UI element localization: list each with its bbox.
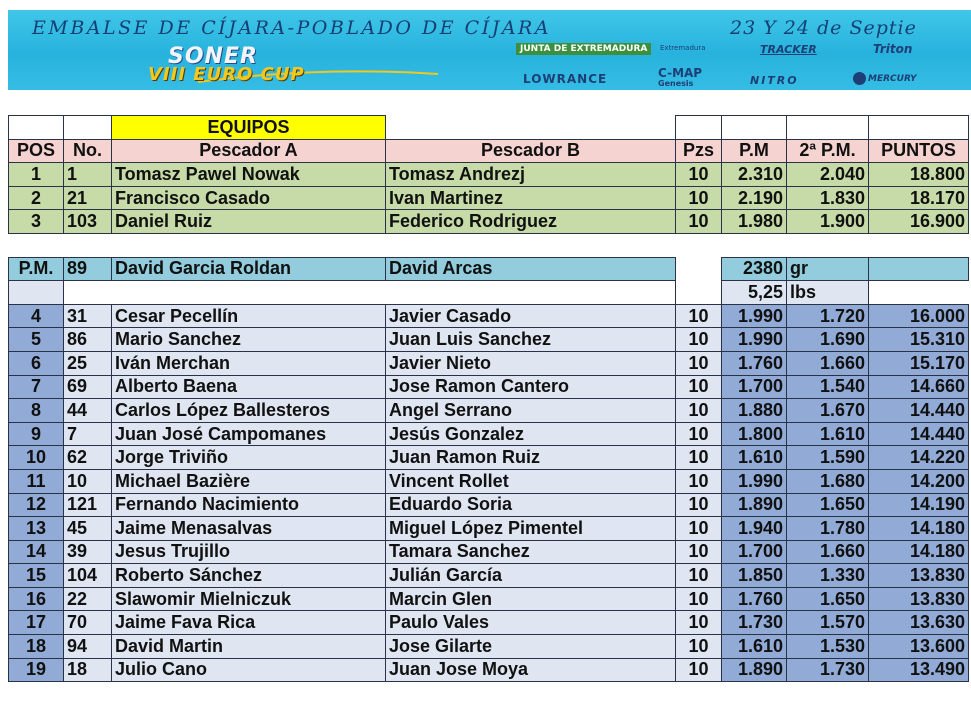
cell-pescador-b: Jose Ramon Cantero xyxy=(386,375,676,399)
pm-pescador-b: David Arcas xyxy=(386,257,676,281)
cell-puntos: 15.170 xyxy=(869,351,969,375)
cell-pm: 1.730 xyxy=(722,611,787,635)
cell-no: 31 xyxy=(64,304,112,328)
cell-pos: 10 xyxy=(9,446,64,470)
cell-pm: 1.890 xyxy=(722,493,787,517)
equipos-header: EQUIPOS xyxy=(112,116,386,140)
table-row xyxy=(9,304,969,328)
cell-pzs: 10 xyxy=(676,351,722,375)
pieza-mayor-row xyxy=(9,257,969,281)
cell-pm: 2.310 xyxy=(722,163,787,187)
cell-pzs: 10 xyxy=(676,375,722,399)
cell-pos: 1 xyxy=(9,163,64,187)
cell-pescador-b: Jesús Gonzalez xyxy=(386,422,676,446)
table-row xyxy=(9,540,969,564)
cell-no: 103 xyxy=(64,210,112,234)
table-row xyxy=(9,328,969,352)
cell-2pm: 1.680 xyxy=(787,469,869,493)
cell-puntos: 16.000 xyxy=(869,304,969,328)
pm-grams-unit: gr xyxy=(787,257,869,281)
cell-pos: 4 xyxy=(9,304,64,328)
cell-puntos: 13.830 xyxy=(869,587,969,611)
column-header-row xyxy=(9,139,969,163)
cell-pzs: 10 xyxy=(676,304,722,328)
cell-pzs: 10 xyxy=(676,611,722,635)
cell-puntos: 14.200 xyxy=(869,469,969,493)
cell-no: 1 xyxy=(64,163,112,187)
cell-pm: 1.990 xyxy=(722,328,787,352)
header-pescador-a: Pescador A xyxy=(112,139,386,163)
cell-pos: 9 xyxy=(9,422,64,446)
cell-2pm: 1.650 xyxy=(787,493,869,517)
cell-2pm: 1.830 xyxy=(787,186,869,210)
cell-pescador-b: Miguel López Pimentel xyxy=(386,517,676,541)
spacer-cell xyxy=(787,233,869,257)
pm-gap xyxy=(676,257,722,281)
header-pos: POS xyxy=(9,139,64,163)
cell-puntos: 18.800 xyxy=(869,163,969,187)
cell-2pm: 1.720 xyxy=(787,304,869,328)
cell-pzs: 10 xyxy=(676,540,722,564)
banner-dates: 23 Y 24 de Septie xyxy=(730,17,917,39)
table-row xyxy=(9,493,969,517)
cell-pescador-b: Juan Ramon Ruiz xyxy=(386,446,676,470)
cell-pescador-a: Roberto Sánchez xyxy=(112,564,386,588)
lbs-blank xyxy=(9,281,64,305)
spacer-cell xyxy=(9,233,64,257)
cell-2pm: 1.660 xyxy=(787,540,869,564)
table-row xyxy=(9,658,969,682)
table-row xyxy=(9,469,969,493)
logo-event: VIII EURO CUP xyxy=(148,64,305,85)
cell-pescador-a: Cesar Pecellín xyxy=(112,304,386,328)
pm-lbs-row xyxy=(9,281,969,305)
table-row xyxy=(9,517,969,541)
cell-puntos: 14.190 xyxy=(869,493,969,517)
cell-pos: 8 xyxy=(9,399,64,423)
cell-pzs: 10 xyxy=(676,564,722,588)
pm-lbs-unit: lbs xyxy=(787,281,869,305)
cell-puntos: 14.180 xyxy=(869,540,969,564)
cell-no: 69 xyxy=(64,375,112,399)
cell-no: 10 xyxy=(64,469,112,493)
pm-empty xyxy=(869,257,969,281)
header-puntos: PUNTOS xyxy=(869,139,969,163)
cell-pescador-a: Mario Sanchez xyxy=(112,328,386,352)
cell-pm: 1.850 xyxy=(722,564,787,588)
cell-no: 62 xyxy=(64,446,112,470)
table-row xyxy=(9,611,969,635)
cell-pos: 14 xyxy=(9,540,64,564)
sponsor-nitro-logo: NITRO xyxy=(750,74,799,87)
cell-pescador-a: Alberto Baena xyxy=(112,375,386,399)
lbs-gap xyxy=(869,281,969,305)
cell-pos: 7 xyxy=(9,375,64,399)
cell-puntos: 14.440 xyxy=(869,422,969,446)
banner-title: EMBALSE DE CÍJARA-POBLADO DE CÍJARA xyxy=(32,17,552,39)
sponsor-tracker-logo: TRACKER xyxy=(760,43,817,56)
sponsor-lowrance-logo: LOWRANCE xyxy=(523,72,608,86)
cell-no: 25 xyxy=(64,351,112,375)
cell-no: 22 xyxy=(64,587,112,611)
event-banner xyxy=(8,10,971,90)
spacer-cell xyxy=(112,233,386,257)
pm-grams: 2380 xyxy=(722,257,787,281)
cell-no: 44 xyxy=(64,399,112,423)
cell-pescador-a: Iván Merchan xyxy=(112,351,386,375)
cell-pescador-b: Javier Nieto xyxy=(386,351,676,375)
cell-puntos: 14.180 xyxy=(869,517,969,541)
lbs-gap xyxy=(676,281,722,305)
pm-label: P.M. xyxy=(9,257,64,281)
cell-2pm: 1.730 xyxy=(787,658,869,682)
spacer-cell xyxy=(722,233,787,257)
cell-pm: 1.610 xyxy=(722,635,787,659)
cell-pm: 1.760 xyxy=(722,587,787,611)
cell-pzs: 10 xyxy=(676,422,722,446)
table-row xyxy=(9,587,969,611)
cell-pescador-b: Ivan Martinez xyxy=(386,186,676,210)
table-row xyxy=(9,399,969,423)
cell-pescador-b: Eduardo Soria xyxy=(386,493,676,517)
cell-pescador-b: Tamara Sanchez xyxy=(386,540,676,564)
cell-2pm: 1.780 xyxy=(787,517,869,541)
header-pm: P.M xyxy=(722,139,787,163)
cell-puntos: 13.630 xyxy=(869,611,969,635)
table-row xyxy=(9,351,969,375)
cell-pos: 17 xyxy=(9,611,64,635)
cell-puntos: 14.220 xyxy=(869,446,969,470)
cell-no: 104 xyxy=(64,564,112,588)
cell-pescador-a: Jaime Fava Rica xyxy=(112,611,386,635)
cell-pescador-a: Fernando Nacimiento xyxy=(112,493,386,517)
cell-puntos: 14.440 xyxy=(869,399,969,423)
cell-puntos: 18.170 xyxy=(869,186,969,210)
cell-pos: 19 xyxy=(9,658,64,682)
cell-2pm: 1.570 xyxy=(787,611,869,635)
header-pescador-b: Pescador B xyxy=(386,139,676,163)
cell-pescador-b: Angel Serrano xyxy=(386,399,676,423)
cell-pzs: 10 xyxy=(676,163,722,187)
table-row xyxy=(9,210,969,234)
cell-pescador-a: Jaime Menasalvas xyxy=(112,517,386,541)
table-row xyxy=(9,446,969,470)
cell-pescador-a: Julio Cano xyxy=(112,658,386,682)
cell-pm: 1.700 xyxy=(722,375,787,399)
cell-pescador-a: Jorge Triviño xyxy=(112,446,386,470)
cell-pescador-a: Daniel Ruiz xyxy=(112,210,386,234)
cell-pescador-a: Michael Bazière xyxy=(112,469,386,493)
cell-no: 7 xyxy=(64,422,112,446)
cell-no: 86 xyxy=(64,328,112,352)
cell-2pm: 1.530 xyxy=(787,635,869,659)
table-row xyxy=(9,163,969,187)
cell-pzs: 10 xyxy=(676,446,722,470)
sponsor-triton-logo: Triton xyxy=(873,42,913,56)
cell-no: 45 xyxy=(64,517,112,541)
lbs-blank xyxy=(64,281,676,305)
cell-2pm: 1.650 xyxy=(787,587,869,611)
cell-2pm: 1.540 xyxy=(787,375,869,399)
cell-pescador-a: Tomasz Pawel Nowak xyxy=(112,163,386,187)
table-row xyxy=(9,422,969,446)
spacer-cell xyxy=(64,233,112,257)
cell-pzs: 10 xyxy=(676,210,722,234)
cell-pescador-b: Juan Jose Moya xyxy=(386,658,676,682)
sponsor-extremadura-logo: Extremadura xyxy=(660,44,706,52)
cell-pescador-b: Juan Luis Sanchez xyxy=(386,328,676,352)
table-row xyxy=(9,186,969,210)
cell-no: 70 xyxy=(64,611,112,635)
cell-puntos: 13.490 xyxy=(869,658,969,682)
header-no: No. xyxy=(64,139,112,163)
sponsor-mercury-logo: MERCURY xyxy=(868,74,917,84)
cell-pos: 15 xyxy=(9,564,64,588)
cell-pescador-a: Carlos López Ballesteros xyxy=(112,399,386,423)
logo-brand: SONER xyxy=(168,44,258,69)
pm-pescador-a: David Garcia Roldan xyxy=(112,257,386,281)
cell-pos: 3 xyxy=(9,210,64,234)
cell-pos: 2 xyxy=(9,186,64,210)
spacer-cell xyxy=(676,233,722,257)
pm-lbs: 5,25 xyxy=(722,281,787,305)
cell-pm: 1.980 xyxy=(722,210,787,234)
cell-pm: 2.190 xyxy=(722,186,787,210)
cell-pos: 18 xyxy=(9,635,64,659)
cell-pzs: 10 xyxy=(676,186,722,210)
cell-no: 121 xyxy=(64,493,112,517)
cell-pzs: 10 xyxy=(676,517,722,541)
cell-pescador-b: Julián García xyxy=(386,564,676,588)
cell-puntos: 15.310 xyxy=(869,328,969,352)
table-row xyxy=(9,375,969,399)
cell-pm: 1.880 xyxy=(722,399,787,423)
cell-pescador-b: Javier Casado xyxy=(386,304,676,328)
cell-puntos: 14.660 xyxy=(869,375,969,399)
cell-2pm: 2.040 xyxy=(787,163,869,187)
header-2pm: 2ª P.M. xyxy=(787,139,869,163)
cell-2pm: 1.590 xyxy=(787,446,869,470)
cell-pm: 1.610 xyxy=(722,446,787,470)
table-row xyxy=(9,635,969,659)
spacer-cell xyxy=(386,233,676,257)
spacer-row xyxy=(9,233,969,257)
sponsor-junta-logo: JUNTA DE EXTREMADURA xyxy=(516,43,651,55)
table-row xyxy=(9,564,969,588)
mercury-icon xyxy=(853,72,866,85)
cell-pescador-b: Federico Rodriguez xyxy=(386,210,676,234)
cell-pescador-b: Tomasz Andrezj xyxy=(386,163,676,187)
cell-pm: 1.890 xyxy=(722,658,787,682)
cell-pos: 16 xyxy=(9,587,64,611)
cell-pescador-a: Jesus Trujillo xyxy=(112,540,386,564)
cell-pzs: 10 xyxy=(676,587,722,611)
sponsor-cmap-logo: C-MAP xyxy=(658,66,703,80)
cell-pescador-b: Vincent Rollet xyxy=(386,469,676,493)
cell-pm: 1.940 xyxy=(722,517,787,541)
cell-pzs: 10 xyxy=(676,658,722,682)
cell-no: 94 xyxy=(64,635,112,659)
cell-2pm: 1.610 xyxy=(787,422,869,446)
cell-pos: 6 xyxy=(9,351,64,375)
cell-no: 18 xyxy=(64,658,112,682)
cell-pescador-a: Francisco Casado xyxy=(112,186,386,210)
cell-pescador-a: Slawomir Mielniczuk xyxy=(112,587,386,611)
cell-puntos: 13.830 xyxy=(869,564,969,588)
cell-pescador-b: Jose Gilarte xyxy=(386,635,676,659)
cell-puntos: 16.900 xyxy=(869,210,969,234)
spacer-cell xyxy=(869,233,969,257)
cell-pos: 5 xyxy=(9,328,64,352)
event-logo xyxy=(148,44,448,88)
cell-2pm: 1.900 xyxy=(787,210,869,234)
cell-pos: 11 xyxy=(9,469,64,493)
cell-2pm: 1.690 xyxy=(787,328,869,352)
cell-pescador-b: Paulo Vales xyxy=(386,611,676,635)
cell-2pm: 1.660 xyxy=(787,351,869,375)
cell-pescador-a: David Martin xyxy=(112,635,386,659)
cell-2pm: 1.330 xyxy=(787,564,869,588)
cell-puntos: 13.600 xyxy=(869,635,969,659)
group-header-row xyxy=(9,116,969,140)
cell-pos: 13 xyxy=(9,517,64,541)
cell-pos: 12 xyxy=(9,493,64,517)
pm-no: 89 xyxy=(64,257,112,281)
cell-pzs: 10 xyxy=(676,635,722,659)
cell-pzs: 10 xyxy=(676,399,722,423)
results-table xyxy=(8,115,969,682)
cell-pm: 1.990 xyxy=(722,304,787,328)
cell-pzs: 10 xyxy=(676,328,722,352)
cell-pm: 1.760 xyxy=(722,351,787,375)
cell-2pm: 1.670 xyxy=(787,399,869,423)
cell-no: 21 xyxy=(64,186,112,210)
sponsor-genesis-logo: Genesis xyxy=(658,79,694,88)
cell-pzs: 10 xyxy=(676,493,722,517)
cell-pescador-a: Juan José Campomanes xyxy=(112,422,386,446)
cell-pescador-b: Marcin Glen xyxy=(386,587,676,611)
cell-pzs: 10 xyxy=(676,469,722,493)
header-pzs: Pzs xyxy=(676,139,722,163)
cell-no: 39 xyxy=(64,540,112,564)
cell-pm: 1.990 xyxy=(722,469,787,493)
cell-pm: 1.800 xyxy=(722,422,787,446)
cell-pm: 1.700 xyxy=(722,540,787,564)
